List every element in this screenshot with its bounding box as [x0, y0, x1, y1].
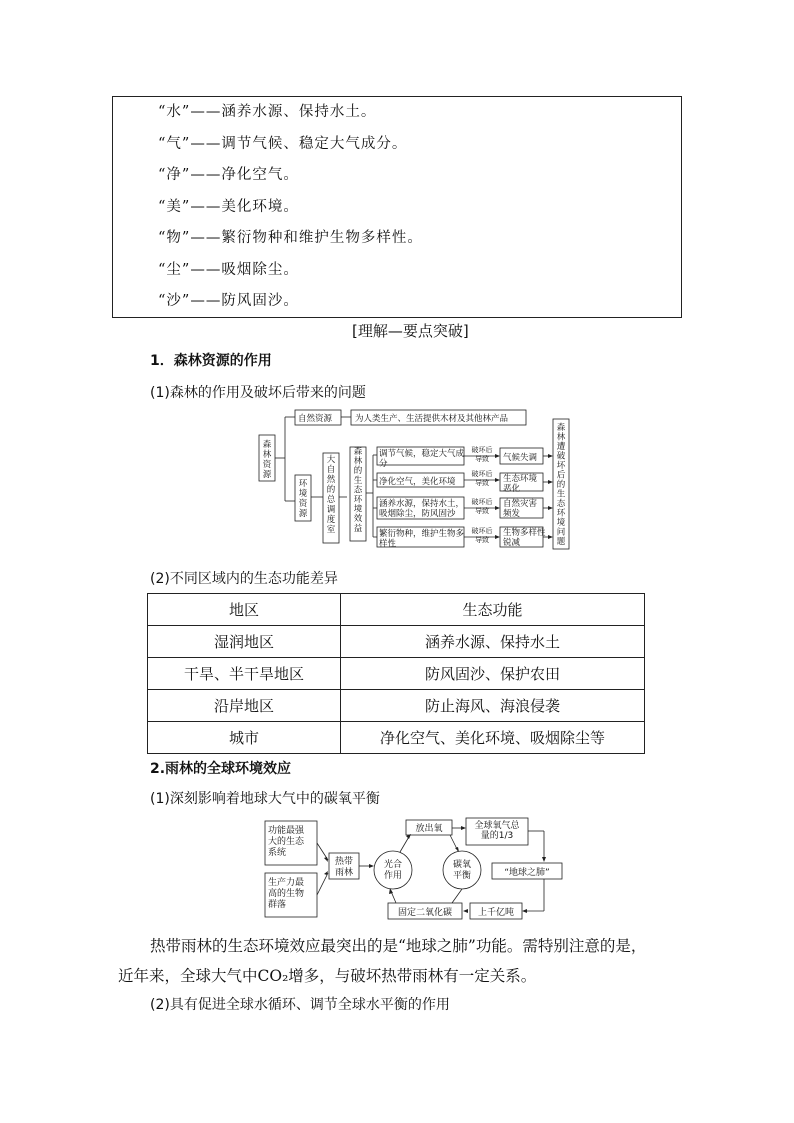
heading-forest-role: 1．森林资源的作用 [150, 353, 272, 369]
regulator-label: 室 [326, 525, 336, 535]
table-header-row [148, 594, 645, 626]
cell-region: 沿岸地区 [148, 690, 341, 722]
lead-label-2: 导致 [475, 479, 489, 487]
problem-label: 林 [556, 432, 566, 443]
natural-use-label: 为人类生产、生活提供木材及其他林产品 [355, 414, 509, 424]
ecosystem-label: 大的生态 [268, 837, 305, 847]
problem-label: 后 [556, 470, 566, 481]
photosynthesis-label: 光合 [383, 860, 403, 870]
summary-line: “物”——繁衍物种和维护生物多样性。 [158, 230, 423, 246]
fix-co2-label: 固定二氧化碳 [397, 908, 453, 918]
function-1: 调节气候，稳定大气成 [379, 449, 465, 459]
release-oxygen-label: 放出氧 [415, 824, 443, 834]
header-region: 地区 [148, 594, 341, 626]
summary-line: “美”——美化环境。 [158, 198, 299, 215]
env-resource-label: 源 [298, 509, 308, 519]
header-function: 生态功能 [341, 594, 645, 626]
summary-line: “沙”——防风固沙。 [158, 293, 299, 309]
root-label: 林 [262, 450, 272, 460]
heading-rainforest: 2.雨林的全球环境效应 [150, 761, 292, 777]
subheading-water-cycle: (2)具有促进全球水循环、调节全球水平衡的作用 [150, 997, 450, 1013]
lead-label-3: 导致 [475, 507, 489, 515]
function-2: 净化空气，美化环境 [379, 477, 456, 487]
root-label: 源 [262, 470, 272, 480]
table-row [148, 690, 645, 722]
problem-label: 题 [556, 537, 566, 547]
benefit-label: 生 [353, 475, 363, 486]
result-2: 恶化 [503, 484, 521, 494]
lead-label-1: 破坏后 [471, 446, 493, 454]
root-label: 森 [262, 440, 272, 450]
cell-function: 涵养水源、保持水土 [341, 626, 645, 658]
env-resource-label: 境 [298, 489, 308, 499]
photosynthesis-label: 作用 [383, 871, 403, 881]
problem-label: 的 [556, 480, 566, 490]
benefit-label: 林 [353, 456, 363, 467]
regulator-label: 度 [326, 515, 336, 525]
benefit-label: 益 [353, 523, 363, 534]
subheading-forest-problems: (1)森林的作用及破坏后带来的问题 [150, 385, 366, 401]
result-3: 自然灾害 [503, 499, 538, 509]
function-3: 吸烟除尘，防风固沙 [379, 509, 456, 519]
benefit-label: 森 [353, 447, 363, 457]
problem-label: 生 [556, 489, 566, 500]
lead-label-3: 破坏后 [471, 498, 493, 506]
function-4: 样性 [379, 539, 397, 549]
balance-label: 平衡 [452, 871, 472, 881]
paragraph-line-2: 近年来，全球大气中CO₂增多，与破坏热带雨林有一定关系。 [118, 967, 537, 985]
rainforest-diagram [262, 815, 572, 923]
co2-amount-label: 上千亿吨 [477, 908, 515, 918]
table-row [148, 658, 645, 690]
region-function-table [147, 593, 645, 754]
regulator-label: 然 [326, 475, 336, 485]
lead-label-4: 破坏后 [471, 527, 493, 535]
cell-function: 防止海风、海浪侵袭 [341, 690, 645, 722]
problem-label: 问 [556, 527, 566, 538]
rainforest-label: 热带 [334, 857, 354, 867]
problem-label: 遭 [556, 442, 566, 452]
function-4: 繁衍物种，维护生物多 [379, 529, 465, 539]
result-4: 锐减 [503, 538, 521, 548]
biocommunity-label: 群落 [268, 900, 287, 910]
oxygen-amount-label: 全球氧气总 [474, 821, 520, 831]
result-1: 气候失调 [503, 453, 538, 463]
env-resource-label: 资 [298, 499, 308, 509]
result-2: 生态环境 [503, 474, 538, 484]
benefit-label: 境 [353, 504, 363, 515]
summary-line: “尘”——吸烟除尘。 [158, 261, 299, 278]
root-label: 资 [262, 460, 272, 470]
summary-line: “气”——调节气候、稳定大气成分。 [158, 135, 408, 152]
cell-region: 城市 [148, 722, 341, 754]
cell-region: 湿润地区 [148, 626, 341, 658]
table-row [148, 722, 645, 754]
benefit-label: 态 [353, 485, 363, 496]
cell-function: 净化空气、美化环境、吸烟除尘等 [341, 722, 645, 754]
table-row [148, 626, 645, 658]
regulator-label: 大 [326, 455, 336, 465]
lead-label-4: 导致 [475, 536, 489, 544]
regulator-label: 总 [326, 495, 336, 505]
biocommunity-label: 生产力最 [268, 878, 305, 888]
regulator-label: 调 [326, 505, 336, 515]
problem-label: 境 [556, 518, 566, 528]
problem-label: 环 [556, 508, 566, 519]
cell-region: 干旱、半干旱地区 [148, 658, 341, 690]
problem-label: 森 [556, 423, 566, 433]
ecosystem-label: 功能最强 [268, 826, 305, 836]
summary-line: “水”——涵养水源、保持水土。 [158, 104, 377, 120]
cell-function: 防风固沙、保护农田 [341, 658, 645, 690]
subheading-region-diff: (2)不同区域内的生态功能差异 [150, 571, 338, 587]
lead-label-1: 导致 [475, 455, 489, 463]
forest-diagram [255, 405, 575, 555]
rainforest-label: 雨林 [334, 868, 354, 878]
result-4: 生物多样性 [503, 528, 546, 538]
paragraph-line-1: 热带雨林的生态环境效应最突出的是“地球之肺”功能。需特别注意的是， [150, 937, 647, 955]
problem-label: 破 [556, 451, 566, 462]
earth-lungs-label: “地球之肺” [504, 868, 550, 878]
result-3: 频发 [503, 509, 521, 519]
biocommunity-label: 高的生物 [268, 889, 305, 899]
summary-line: “净”——净化空气。 [158, 167, 299, 183]
problem-label: 态 [556, 499, 566, 509]
section-banner: [理解—要点突破] [352, 322, 469, 340]
subheading-carbon-oxygen: (1)深刻影响着地球大气中的碳氧平衡 [150, 791, 380, 807]
ecosystem-label: 系统 [268, 848, 287, 858]
regulator-label: 的 [326, 485, 336, 495]
regulator-label: 自 [326, 465, 336, 475]
function-3: 涵养水源，保持水土， [379, 499, 465, 509]
benefit-label: 环 [353, 495, 363, 505]
benefit-label: 效 [353, 514, 363, 525]
env-resource-label: 环 [298, 479, 308, 489]
benefit-label: 的 [353, 466, 363, 477]
lead-label-2: 破坏后 [471, 470, 493, 478]
problem-label: 坏 [556, 461, 566, 471]
natural-resource-label: 自然资源 [298, 414, 333, 424]
function-1: 分 [379, 459, 388, 469]
balance-label: 碳氧 [452, 860, 472, 870]
oxygen-amount-label: 量的1/3 [480, 831, 514, 841]
